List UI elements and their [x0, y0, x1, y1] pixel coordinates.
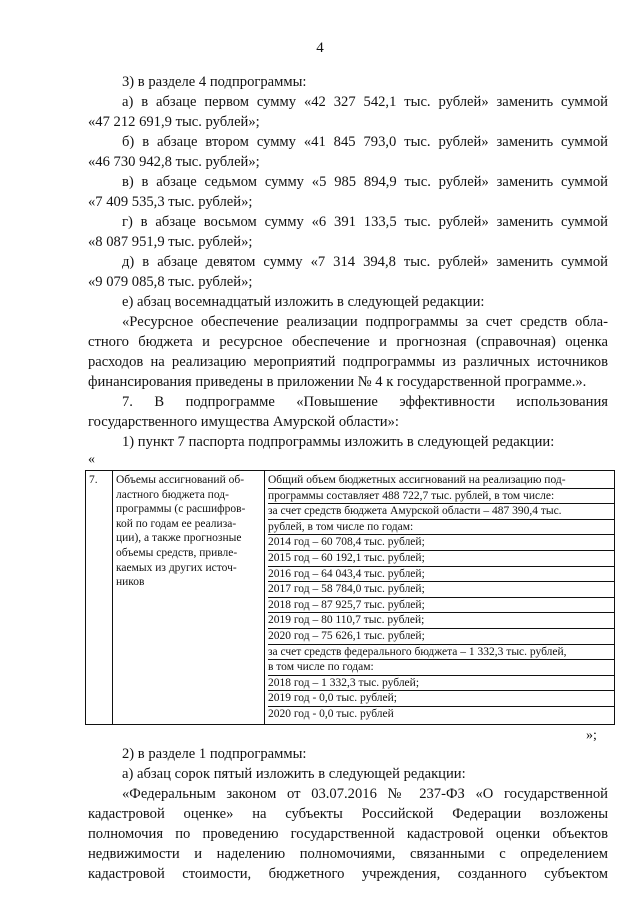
text-line: полномочия по проведению государственной кадастровой оценки объектов — [88, 826, 608, 842]
value-line: рублей, в том числе по годам: — [268, 520, 614, 536]
text-line: кадастровой оценке» на субъекты Российской Федерации возложены — [88, 806, 608, 822]
text-line: «7 409 535,3 тыс. рублей»; — [88, 194, 253, 210]
value-line: 2015 год – 60 192,1 тыс. рублей; — [268, 551, 614, 567]
text-line: 7. В подпрограмме «Повышение эффективности использования — [122, 394, 608, 410]
text-line: «Федеральным законом от 03.07.2016 № 237-ФЗ «О государственной — [122, 786, 608, 802]
value-line: 2018 год – 1 332,3 тыс. рублей; — [268, 676, 614, 692]
label-line: ции), а также прогнозные — [116, 532, 242, 545]
label-line: программы (с расшифров- — [116, 503, 246, 516]
text-line: 3) в разделе 4 подпрограммы: — [122, 74, 307, 90]
text-line: е) абзац восемнадцатый изложить в следующей редакции: — [122, 294, 485, 310]
item-value — [265, 471, 615, 725]
item-label — [113, 471, 265, 725]
text-line: «Ресурсное обеспечение реализации подпрограммы за счет средств обла- — [122, 314, 608, 330]
label-line: ников — [116, 576, 145, 589]
text-line: финансирования приведены в приложении № 4 к государственной программе.». — [88, 374, 587, 390]
text-line: стного бюджета и ресурсное обеспечение и прогнозная (справочная) оценка — [88, 334, 608, 350]
text-line: расходов на реализацию мероприятий подпрограммы из различных источников — [88, 354, 608, 370]
value-line: 2019 год – 80 110,7 тыс. рублей; — [268, 613, 614, 629]
text-line: «47 212 691,9 тыс. рублей»; — [88, 114, 260, 130]
table-row — [86, 471, 615, 725]
value-line: 2020 год - 0,0 тыс. рублей — [268, 707, 394, 720]
value-line: 2016 год – 64 043,4 тыс. рублей; — [268, 567, 614, 583]
value-line: за счет средств федерального бюджета – 1 332,3 тыс. рублей, — [268, 645, 614, 661]
text-line: «46 730 942,8 тыс. рублей»; — [88, 154, 260, 170]
value-line: в том числе по годам: — [268, 660, 614, 676]
label-line: кой по годам ее реализа- — [116, 517, 237, 530]
text-line: в) в абзаце седьмом сумму «5 985 894,9 тыс. рублей» заменить суммой — [122, 174, 608, 190]
value-line: 2019 год - 0,0 тыс. рублей; — [268, 691, 614, 707]
text-line: а) в абзаце первом сумму «42 327 542,1 тыс. рублей» заменить суммой — [122, 94, 608, 110]
text-line: «8 087 951,9 тыс. рублей»; — [88, 234, 253, 250]
value-line: 2014 год – 60 708,4 тыс. рублей; — [268, 535, 614, 551]
text-line: кадастровой стоимости, бюджетного учреждения, созданного субъектом — [88, 866, 608, 882]
label-line: объемы средств, привле- — [116, 546, 238, 559]
text-line: б) в абзаце втором сумму «41 845 793,0 тыс. рублей» заменить суммой — [122, 134, 608, 150]
value-line: программы составляет 488 722,7 тыс. рублей, в том числе: — [268, 489, 614, 505]
text-line: «9 079 085,8 тыс. рублей»; — [88, 274, 253, 290]
item-number: 7. — [86, 471, 113, 725]
text-line: 2) в разделе 1 подпрограммы: — [122, 746, 307, 762]
quote-open-mark: « — [88, 452, 95, 467]
passport-table — [85, 470, 615, 725]
text-line: а) абзац сорок пятый изложить в следующей редакции: — [122, 766, 466, 782]
text-line: 1) пункт 7 паспорта подпрограммы изложить в следующей редакции: — [122, 434, 555, 450]
value-line: Общий объем бюджетных ассигнований на реализацию под- — [268, 473, 614, 489]
text-line: д) в абзаце девятом сумму «7 314 394,8 тыс. рублей» заменить суммой — [122, 254, 608, 270]
label-line: каемых из других источ- — [116, 561, 237, 574]
quote-close-mark: »; — [586, 728, 597, 743]
label-line: ластного бюджета под- — [116, 488, 229, 501]
value-line: 2018 год – 87 925,7 тыс. рублей; — [268, 598, 614, 614]
page-number: 4 — [316, 40, 324, 56]
value-line: 2017 год – 58 784,0 тыс. рублей; — [268, 582, 614, 598]
text-line: государственного имущества Амурской области»: — [88, 414, 399, 430]
value-line: за счет средств бюджета Амурской области – 487 390,4 тыс. — [268, 504, 614, 520]
label-line: Объемы ассигнований об- — [116, 474, 245, 486]
text-line: недвижимости и наделению полномочиями, связанными с определением — [88, 846, 608, 862]
value-line: 2020 год – 75 626,1 тыс. рублей; — [268, 629, 614, 645]
text-line: г) в абзаце восьмом сумму «6 391 133,5 тыс. рублей» заменить суммой — [122, 214, 608, 230]
